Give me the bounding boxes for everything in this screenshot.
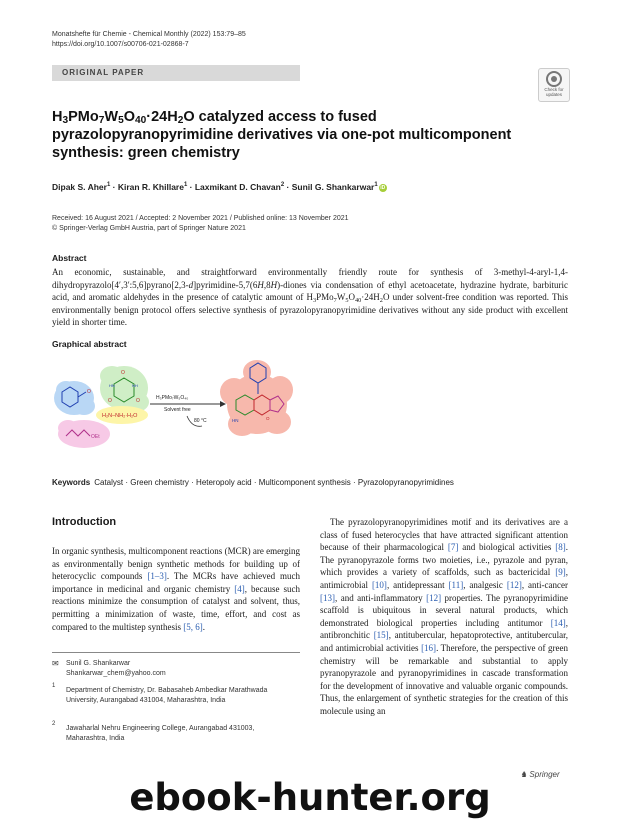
affiliation-text: Department of Chemistry, Dr. Babasaheb Ambedkar Marathwada University, Aurangabad 431004, Maharashtra, India — [66, 687, 268, 704]
citation-link[interactable]: [1–3] — [147, 571, 167, 582]
citation-link[interactable]: [12] — [506, 579, 522, 590]
citation-link[interactable]: [5, 6] — [183, 621, 203, 632]
keywords-list: Catalyst · Green chemistry · Heteropoly acid · Multicomponent synthesis · Pyrazolopyranopyrimidines — [94, 478, 454, 487]
citation-link[interactable]: [4] — [234, 583, 245, 594]
journal-header — [52, 30, 412, 50]
hydrazine-label: H₂N–NH₂·H₂O — [102, 413, 138, 419]
citation-link[interactable]: [7] — [447, 542, 459, 553]
author-list: Dipak S. Aher$^1$ · Kiran R. Khillare$^1$ · Laxmikant D. Chavan$^2$ · Sunil G. Shankarwar$^1$ iD — [52, 182, 386, 192]
citation-link[interactable]: [10] — [371, 579, 387, 590]
correspondence — [52, 659, 300, 678]
paper-title: $H_3PMo_7W_5O_{40}\cdot 24H_2O$ catalyzed access to fused pyrazolopyranopyrimidine derivatives via one-pot multicomponent synthesis: green chemistry — [52, 109, 512, 161]
citation-link[interactable]: [14] — [550, 617, 566, 628]
corresponding-email[interactable]: Shankarwar_chem@yahoo.com — [66, 669, 166, 677]
barbituric-acid-cloud — [100, 366, 149, 412]
publisher-logo: ♞ Springer — [520, 770, 560, 779]
ester-label: OEt — [91, 434, 100, 440]
svg-text:O: O — [266, 416, 270, 421]
temperature-label: 80 °C — [194, 418, 207, 424]
svg-text:HN: HN — [232, 418, 239, 423]
catalyst-label: H₃PMo₇W₅O₄₀ — [156, 395, 189, 401]
graphical-abstract-heading: Graphical abstract — [52, 339, 127, 349]
introduction-paragraph: In organic synthesis, multicomponent reactions (MCR) are emerging as environmentally benign synthetic methods for building up of heterocyclic compounds [1–3]. The MCRs have achieved much importance in medicinal and organic chemistry [4], because such reactions minimize the consumption of catalyst and solvent, thus, permitting a minimization of waste, time, effort, and cost as compared to the multistep synthesis [5, 6]. — [52, 546, 301, 632]
svg-text:O: O — [121, 370, 125, 376]
author-name[interactable]: Kiran R. Khillare — [117, 182, 184, 192]
ethyl-acetoacetate-cloud — [58, 420, 110, 448]
svg-text:NH: NH — [132, 383, 138, 388]
publication-dates — [52, 214, 522, 234]
check-for-updates-badge[interactable] — [538, 68, 570, 102]
watermark: ebook-hunter.org — [129, 776, 491, 819]
citation-link[interactable]: [12] — [426, 592, 442, 603]
product-cloud — [220, 360, 293, 436]
graphical-abstract-figure — [52, 352, 352, 452]
check-updates-icon — [546, 71, 562, 87]
reaction-arrow — [150, 395, 226, 426]
affiliation-text: Jawaharlal Nehru Engineering College, Aurangabad 431003, Maharashtra, India — [66, 725, 255, 742]
condition-label: Solvent free — [164, 407, 191, 413]
svg-text:O: O — [136, 398, 140, 404]
keywords — [52, 478, 568, 487]
envelope-icon: ✉ — [52, 659, 59, 668]
paper-type-label: ORIGINAL PAPER — [62, 68, 145, 77]
citation-link[interactable]: [13] — [320, 592, 335, 603]
svg-text:O: O — [87, 389, 91, 395]
doi-link[interactable]: https://doi.org/10.1007/s00706-021-02868-7 — [52, 41, 189, 48]
keywords-label: Keywords — [52, 478, 91, 487]
orcid-icon[interactable]: iD — [380, 185, 386, 191]
dates-line: Received: 16 August 2021 / Accepted: 2 November 2021 / Published online: 13 November 2021 — [52, 215, 349, 222]
citation-link[interactable]: [15] — [373, 630, 389, 641]
citation-link[interactable]: [11] — [448, 579, 464, 590]
citation-link[interactable]: [8] — [555, 542, 566, 553]
check-updates-line2: updates — [545, 92, 562, 97]
abstract-heading: Abstract — [52, 253, 87, 263]
aldehyde-cloud — [54, 381, 95, 415]
citation-link[interactable]: [9] — [555, 567, 566, 578]
right-column-paragraph: The pyrazolopyranopyrimidines motif and its derivatives are a class of fused heterocycles that have attracted significant attention because of their pharmacological [7] and biological activities [8]. The pyranopyrazole forms two moieties, i.e., pyrazole and pyran, which provides a variety of scaffolds, such as bactericidal [9], antimicrobial [10], antidepressant [11], analgesic [12], anti-cancer [13], and anti-inflammatory [12] properties. The pyranopyrimidine scaffold is ubiquitous in several natural products, which demonstrated biological properties including antitumor [14], antibronchitic [15], antitubercular, hepatoprotective, antitubercular, and antimicrobial activities [16]. Therefore, the perspective of green chemistry will be remarkable and substantial to apply pyranopyrazole and pyranopyrimidines in cascade transformation for the development of innovative and valuable organic compounds. Thus, the enlargement of synthetic strategies for the creation of this molecule using an — [320, 517, 569, 716]
svg-text:HN: HN — [109, 383, 115, 388]
svg-text:O: O — [108, 398, 112, 404]
introduction-heading: Introduction — [52, 516, 117, 528]
corresponding-author: Sunil G. Shankarwar — [66, 660, 131, 667]
springer-horse-icon: ♞ — [520, 770, 528, 779]
footnote-divider — [52, 652, 300, 653]
affiliation-2: 2 Jawaharlal Nehru Engineering College, Aurangabad 431003, Maharashtra, India — [52, 724, 290, 743]
check-updates-line1: Check for — [544, 87, 564, 92]
author-name[interactable]: Laxmikant D. Chavan — [194, 182, 281, 192]
abstract-text: An economic, sustainable, and straightforward environmentally friendly route for synthesis of 3-methyl-4-aryl-1,4-dihydropyrazolo[4′,3′:5,6]pyrano[2,3-d]pyrimidine-5,7(6H,8H)-diones via condensation of ethyl acetoacetate, hydrazine hydrate, barbituric acid, and aromatic aldehydes in the presence of catalytic amount of $H_3PMo_7W_5O_{40}\cdot 24H_2O$ under solvent-free condition was reported. This environmentally benign protocol offers selective synthesis of pyrazolopyranopyrimidine derivatives without any side product with excellent yield in shorter time. — [52, 267, 568, 328]
copyright-line: © Springer-Verlag GmbH Austria, part of Springer Nature 2021 — [52, 225, 246, 232]
affiliation-1: 1 Department of Chemistry, Dr. Babasaheb Ambedkar Marathwada University, Aurangabad 431004, Maharashtra, India — [52, 686, 290, 705]
hydrazine-cloud — [96, 406, 148, 424]
author-name[interactable]: Dipak S. Aher — [52, 182, 107, 192]
citation-link[interactable]: [16] — [421, 642, 437, 653]
journal-citation: Monatshefte für Chemie - Chemical Monthly (2022) 153:79–85 — [52, 31, 246, 38]
author-name[interactable]: Sunil G. Shankarwar — [291, 182, 375, 192]
